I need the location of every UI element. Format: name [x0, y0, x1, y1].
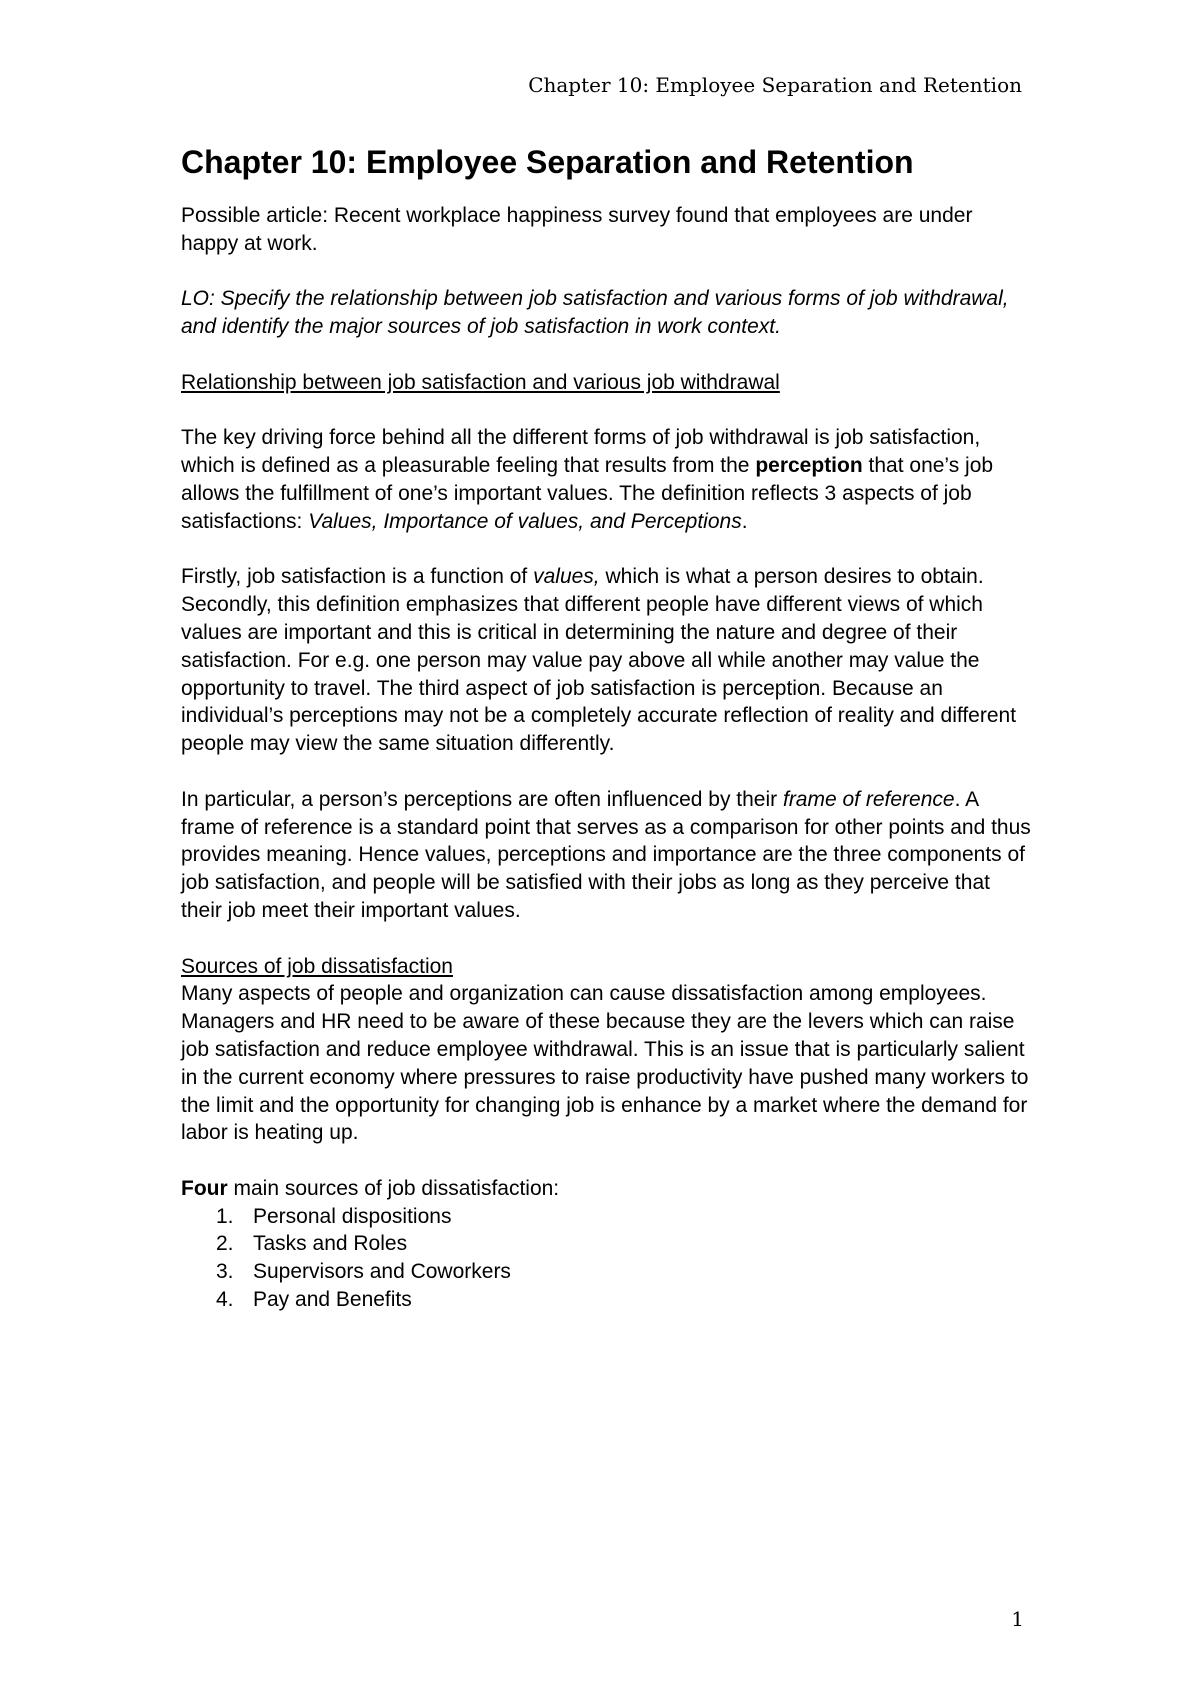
list-number: 3.: [216, 1260, 234, 1284]
bold-term-four: Four: [181, 1176, 228, 1200]
text-run: In particular, a person’s perceptions are often influenced by their: [181, 787, 783, 811]
section-heading-relationship: Relationship between job satisfaction and various job withdrawal: [181, 370, 780, 394]
list-item: [216, 1203, 1031, 1231]
paragraph-dissatisfaction: Many aspects of people and organization can cause dissatisfaction among employees. Managers and HR need to be aware of these because they are the levers which can raise job satisfaction and reduce employee withdrawal. This is an issue that is particularly salient in the current economy where pressures to raise productivity have pushed many workers to the limit and the opportunity for changing job is enhance by a market where the demand for labor is heating up.: [181, 982, 1029, 1145]
list-item: [216, 1230, 1031, 1258]
running-header: Chapter 10: Employee Separation and Retention: [528, 73, 1022, 97]
text-run: that one’s job allows the fulfillment of one’s important values. The definition reflects 3 aspects of job satisfactions:: [181, 454, 994, 533]
list-label: Tasks and Roles: [253, 1232, 408, 1256]
text-run: main sources of job dissatisfaction:: [227, 1176, 560, 1200]
list-item: [216, 1286, 1031, 1314]
text-run: . A frame of reference is a standard point that serves as a comparison for other points and thus provides meaning. Hence values, perceptions and importance are the three components of job satisfaction, and people will be satisfied with their jobs as long as they perceive that their job meet their important values.: [181, 787, 1031, 922]
italic-term-values: values,: [533, 565, 600, 589]
sources-intro: [181, 1175, 1031, 1203]
list-label: Pay and Benefits: [253, 1288, 412, 1312]
paragraph-frame-of-reference: [181, 786, 1031, 925]
paragraph-values: [181, 563, 1031, 758]
text-run: which is what a person desires to obtain. Secondly, this definition emphasizes that different people have different views of which values are important and this is critical in determining the nature and degree of their satisfaction. For e.g. one person may value pay above all while another may value the opportunity to travel. The third aspect of job satisfaction is perception. Because an individual’s perceptions may not be a completely accurate reflection of reality and different people may view the same situation differently.: [181, 565, 1017, 756]
text-run: .: [741, 509, 748, 533]
possible-article: Possible article: Recent workplace happiness survey found that employees are under happy at work.: [181, 204, 973, 255]
text-run: The key driving force behind all the different forms of job withdrawal is job satisfaction, which is defined as a pleasurable feeling that results from the: [181, 426, 981, 478]
list-number: 2.: [216, 1232, 234, 1256]
text-run: Firstly, job satisfaction is a function of: [181, 565, 534, 589]
page-number: 1: [1011, 1607, 1024, 1631]
sources-list: [181, 1203, 1031, 1314]
italic-term-frame-of-reference: frame of reference: [782, 787, 955, 811]
document-title: Chapter 10: Employee Separation and Retention: [181, 144, 914, 180]
list-label: Personal dispositions: [253, 1204, 452, 1228]
paragraph-definition: [181, 424, 1031, 535]
bold-term-perception: perception: [755, 454, 863, 478]
italic-term-aspects: Values, Importance of values, and Perceptions: [308, 509, 742, 533]
learning-objective: LO: Specify the relationship between job satisfaction and various forms of job withdrawal, and identify the major sources of job satisfaction in work context.: [181, 287, 1009, 339]
list-label: Supervisors and Coworkers: [253, 1260, 511, 1284]
list-number: 1.: [216, 1204, 234, 1228]
list-item: [216, 1258, 1031, 1286]
section-heading-sources: Sources of job dissatisfaction: [181, 954, 453, 978]
list-number: 4.: [216, 1288, 234, 1312]
document-body: [181, 142, 1031, 1314]
